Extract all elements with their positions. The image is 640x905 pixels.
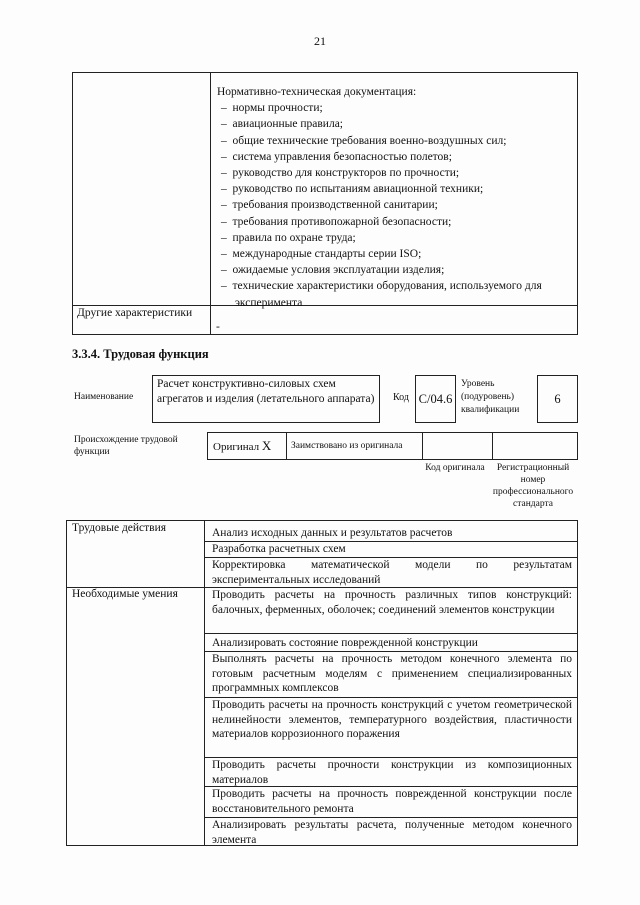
origin-table bbox=[207, 432, 578, 460]
list-item: – требования противопожарной безопасности; bbox=[217, 214, 575, 230]
normative-docs-heading: Нормативно-техническая документация: bbox=[217, 86, 417, 98]
table-row: Анализировать результаты расчета, полученные методом конечного элемента bbox=[212, 819, 572, 846]
registration-number-label: Регистрационный номер профессионального стандарта bbox=[492, 463, 574, 509]
original-code-label: Код оригинала bbox=[425, 463, 485, 473]
table-row: Разработка расчетных схем bbox=[212, 543, 346, 555]
table-row: Проводить расчеты на прочность конструкций с учетом геометрической нелинейности элементов, температурного воздействия, пластичности материалов коррозионного поражения bbox=[212, 699, 572, 740]
section-title: 3.3.4. Трудовая функция bbox=[72, 347, 209, 361]
column-divider bbox=[204, 521, 205, 845]
other-characteristics-label: Другие характеристики bbox=[77, 307, 193, 319]
table-row: Корректировка математической модели по результатам экспериментальных исследований bbox=[212, 559, 572, 586]
row-divider bbox=[204, 633, 577, 634]
normative-docs-list bbox=[217, 100, 575, 311]
origin-label: Происхождение трудовой функции bbox=[74, 435, 178, 457]
table-row: Выполнять расчеты на прочность методом конечного элемента по готовым расчетным моделям с применением специализированных программных комплексов bbox=[212, 653, 572, 694]
code-label: Код bbox=[393, 392, 409, 403]
actions-label: Трудовые действия bbox=[72, 522, 167, 534]
table-row: Анализ исходных данных и результатов расчетов bbox=[212, 527, 453, 539]
normative-docs-table bbox=[72, 72, 578, 335]
qualification-level-box: 6 bbox=[537, 375, 578, 423]
list-item: – технические характеристики оборудования, используемого для эксперимента bbox=[217, 278, 575, 310]
list-item: – международные стандарты серии ISO; bbox=[217, 246, 575, 262]
list-item: – авиационные правила; bbox=[217, 116, 575, 132]
normative-docs-cell bbox=[217, 84, 575, 311]
table-row: Анализировать состояние поврежденной конструкции bbox=[212, 637, 478, 649]
table-row: Проводить расчеты прочности конструкции из композиционных материалов bbox=[212, 759, 572, 786]
function-code-box: C/04.6 bbox=[415, 375, 456, 423]
original-label: Оригинал bbox=[213, 441, 260, 453]
other-characteristics-value: - bbox=[216, 321, 220, 333]
borrowed-cell: Заимствовано из оригинала bbox=[287, 433, 423, 459]
original-cell bbox=[208, 433, 287, 459]
original-code-cell bbox=[423, 433, 493, 459]
list-item: – руководство по испытаниям авиационной техники; bbox=[217, 181, 575, 197]
list-item: – требования производственной санитарии; bbox=[217, 197, 575, 213]
table-row: Проводить расчеты на прочность поврежденной конструкции после восстановительного ремонта bbox=[212, 788, 572, 815]
function-name-box: Расчет конструктивно-силовых схем агрегатов и изделия (летательного аппарата) bbox=[152, 375, 380, 423]
qualification-level-label: Уровень (подуровень) квалификации bbox=[461, 379, 520, 415]
list-item: – ожидаемые условия эксплуатации изделия; bbox=[217, 262, 575, 278]
labor-table bbox=[66, 520, 578, 846]
skills-label: Необходимые умения bbox=[72, 588, 178, 600]
page-number: 21 bbox=[314, 34, 326, 48]
list-item: – руководство для конструкторов по прочности; bbox=[217, 165, 575, 181]
list-item: – система управления безопасностью полетов; bbox=[217, 149, 575, 165]
list-item: – общие технические требования военно-воздушных сил; bbox=[217, 133, 575, 149]
column-divider bbox=[210, 73, 211, 334]
table-row: Проводить расчеты на прочность различных типов конструкций: балочных, ферменных, оболочек; соединений элементов конструкции bbox=[212, 589, 572, 616]
list-item: – нормы прочности; bbox=[217, 100, 575, 116]
list-item: – правила по охране труда; bbox=[217, 230, 575, 246]
name-label: Наименование bbox=[74, 392, 134, 402]
original-mark: X bbox=[261, 438, 272, 453]
